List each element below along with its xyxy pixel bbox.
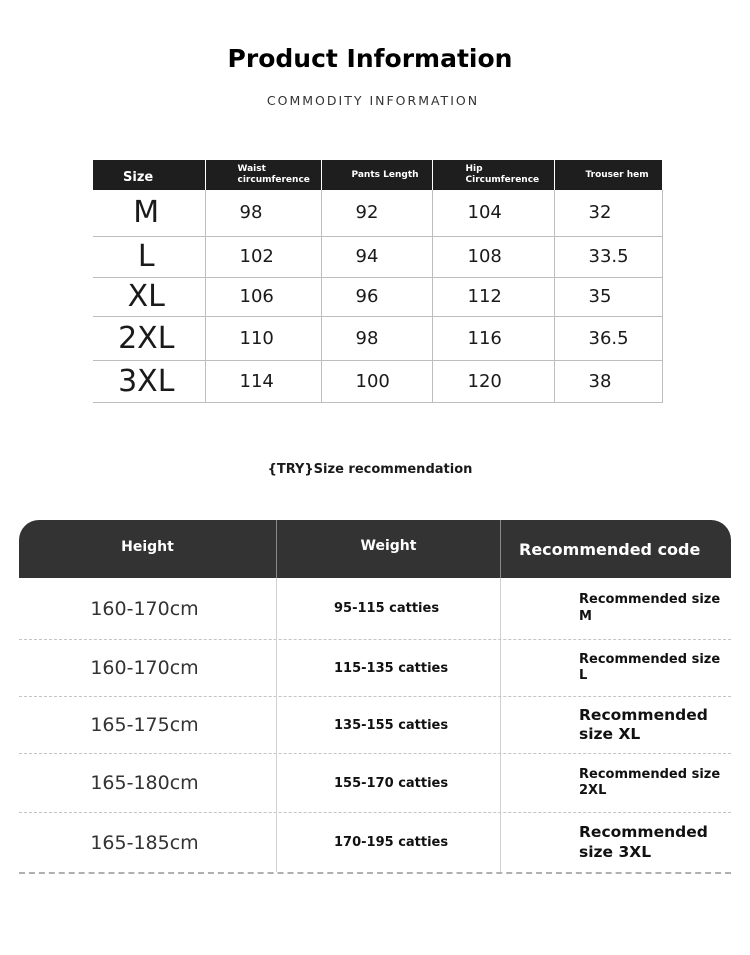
table-row — [93, 316, 662, 360]
weight-range: 135-155 catties — [277, 697, 501, 753]
length-value: 92 — [321, 190, 432, 236]
hem-value: 32 — [554, 190, 662, 236]
waist-value: 110 — [205, 316, 321, 360]
hip-value: 120 — [432, 360, 554, 402]
height-range: 160-170cm — [19, 578, 277, 639]
hip-value: 104 — [432, 190, 554, 236]
weight-range: 170-195 catties — [277, 813, 501, 872]
weight-range: 155-170 catties — [277, 754, 501, 812]
recommended-size: Recommended size L — [579, 651, 721, 683]
hip-value: 108 — [432, 236, 554, 277]
table-row — [19, 578, 731, 640]
col-header-weight: Weight — [277, 520, 501, 578]
size-chart-table — [93, 160, 663, 403]
col-header-trouser-hem: Trouser hem — [554, 160, 662, 190]
height-range: 165-175cm — [19, 697, 277, 753]
recommendation-table-body — [19, 578, 731, 874]
recommended-size: Recommended size 2XL — [579, 766, 721, 798]
table-row — [19, 813, 731, 874]
table-row — [19, 640, 731, 697]
hem-value: 35 — [554, 277, 662, 316]
height-range: 165-185cm — [19, 813, 277, 872]
recommended-size: Recommended size 3XL — [579, 823, 708, 861]
hem-value: 33.5 — [554, 236, 662, 277]
col-header-height: Height — [19, 520, 277, 578]
length-value: 98 — [321, 316, 432, 360]
size-label: 2XL — [93, 316, 205, 360]
table-row — [93, 277, 662, 316]
weight-range: 95-115 catties — [277, 578, 501, 639]
length-value: 96 — [321, 277, 432, 316]
size-label: M — [93, 190, 205, 236]
hem-value: 36.5 — [554, 316, 662, 360]
waist-value: 102 — [205, 236, 321, 277]
height-range: 165-180cm — [19, 754, 277, 812]
col-header-size: Size — [93, 160, 205, 190]
col-header-pants-length: Pants Length — [321, 160, 432, 190]
size-label: 3XL — [93, 360, 205, 402]
hip-value: 116 — [432, 316, 554, 360]
table-row — [19, 754, 731, 813]
waist-value: 98 — [205, 190, 321, 236]
col-header-waist: Waist circumference — [205, 160, 321, 190]
size-label: L — [93, 236, 205, 277]
recommendation-table-header — [19, 520, 731, 578]
hem-value: 38 — [554, 360, 662, 402]
table-row — [93, 360, 662, 402]
col-header-recommended-code: Recommended code — [519, 539, 701, 559]
hip-value: 112 — [432, 277, 554, 316]
length-value: 94 — [321, 236, 432, 277]
size-table-header-row — [93, 160, 662, 190]
waist-value: 106 — [205, 277, 321, 316]
recommended-size: Recommended size XL — [579, 705, 708, 743]
height-range: 160-170cm — [19, 640, 277, 696]
table-row — [19, 697, 731, 754]
weight-range: 115-135 catties — [277, 640, 501, 696]
col-header-hip: Hip Circumference — [432, 160, 554, 190]
page-title: Product Information — [227, 44, 513, 73]
page-subtitle: COMMODITY INFORMATION — [266, 93, 480, 108]
recommended-size: Recommended size M — [579, 592, 721, 624]
size-recommendation-heading: {TRY}Size recommendation — [267, 462, 473, 477]
waist-value: 114 — [205, 360, 321, 402]
table-row — [93, 236, 662, 277]
length-value: 100 — [321, 360, 432, 402]
size-label: XL — [93, 277, 205, 316]
table-row — [93, 190, 662, 236]
